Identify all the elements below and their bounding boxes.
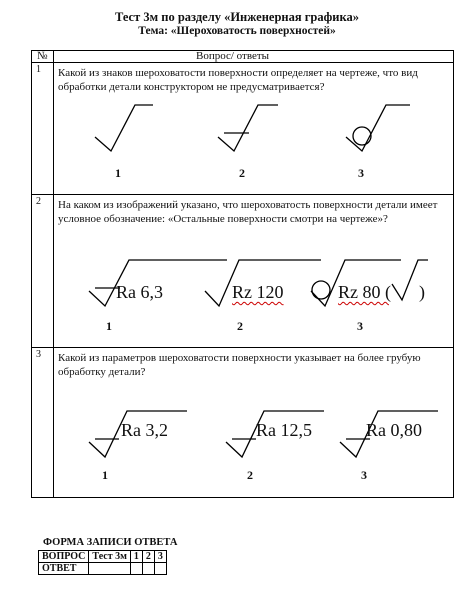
plain-check-icon — [93, 103, 153, 153]
answer-header-q3: 3 — [154, 551, 166, 563]
answer-cell-q2[interactable] — [142, 563, 154, 575]
option-number: 1 — [115, 166, 121, 180]
test-topic: Тема: «Шероховатость поверхностей» — [138, 25, 336, 37]
check-with-bar-icon — [216, 103, 286, 153]
option-number: 1 — [102, 468, 108, 482]
questions-table — [31, 50, 454, 498]
test-title: Тест 3м по разделу «Инженерная графика» — [114, 10, 359, 24]
question-text: Какой из знаков шероховатости поверхности определяет на чертеже, что вид обработки детали конструктором не предусматривается? — [58, 67, 418, 93]
roughness-value: Rz 120 — [232, 282, 284, 302]
answer-cell-q3[interactable] — [154, 563, 166, 575]
option-number: 3 — [361, 468, 367, 482]
answer-header-question: ВОПРОС — [39, 551, 89, 563]
roughness-value: Ra 12,5 — [256, 420, 312, 440]
option-number: 3 — [357, 319, 363, 333]
column-question-header: Вопрос/ ответы — [196, 50, 270, 62]
roughness-value: Ra 0,80 — [366, 420, 422, 440]
option-number: 2 — [237, 319, 243, 333]
option-number: 1 — [106, 319, 112, 333]
answer-header-test: Тест 3м — [89, 551, 131, 563]
answer-cell[interactable] — [89, 563, 131, 575]
answer-form-table — [38, 550, 167, 575]
roughness-value: Ra 3,2 — [121, 420, 168, 440]
option-number: 2 — [239, 166, 245, 180]
option-number: 2 — [247, 468, 253, 482]
answer-form-title: ФОРМА ЗАПИСИ ОТВЕТА — [43, 537, 178, 548]
option-number: 3 — [358, 166, 364, 180]
question-text: Какой из параметров шероховатости поверхности указывает на более грубую обработку детали? — [58, 352, 421, 378]
answer-header-q2: 2 — [142, 551, 154, 563]
question-text: На каком из изображений указано, что шероховатость поверхности детали имеет условное обозначение: «Остальные поверхности смотри на чертеже»? — [58, 199, 438, 225]
check-with-circle-icon — [344, 103, 414, 158]
question-number: 3 — [36, 349, 41, 360]
roughness-value: Rz 80 ( — [338, 282, 391, 302]
roughness-paren: ) — [419, 282, 425, 302]
answer-cell-q1[interactable] — [130, 563, 142, 575]
answer-row-label: ОТВЕТ — [39, 563, 89, 575]
roughness-value: Ra 6,3 — [116, 282, 163, 302]
question-number: 1 — [36, 64, 41, 75]
question-number: 2 — [36, 196, 41, 207]
answer-header-q1: 1 — [130, 551, 142, 563]
column-number-header: № — [37, 50, 48, 62]
